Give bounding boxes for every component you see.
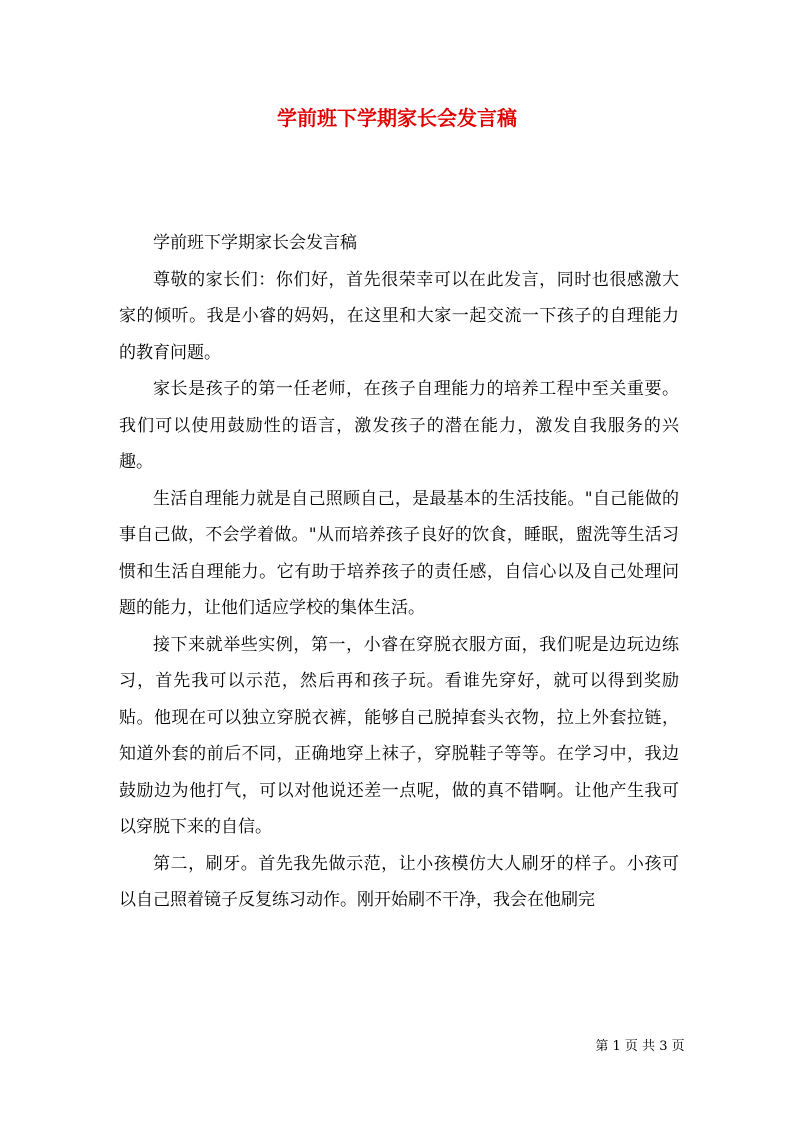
paragraph: 家长是孩子的第一任老师，在孩子自理能力的培养工程中至关重要。我们可以使用鼓励性的语言，激发孩子的潜在能力，激发自我服务的兴趣。 xyxy=(119,379,679,472)
paragraph-heading: 学前班下学期家长会发言稿 xyxy=(153,233,357,253)
paragraph: 第二，刷牙。首先我先做示范，让小孩模仿大人刷牙的样子。小孩可以自己照着镜子反复练习动作。刚开始刷不干净，我会在他刷完 xyxy=(119,853,679,910)
paragraph: 尊敬的家长们：你们好，首先很荣幸可以在此发言，同时也很感激大家的倾听。我是小睿的妈妈，在这里和大家一起交流一下孩子的自理能力的教育问题。 xyxy=(119,269,679,363)
document-body xyxy=(119,225,679,919)
paragraph: 生活自理能力就是自己照顾自己，是最基本的生活技能。"自己能做的事自己做，不会学着做。"从而培养孩子良好的饮食，睡眠，盥洗等生活习惯和生活自理能力。它有助于培养孩子的责任感，自信心以及自己处理问题的能力，让他们适应学校的集体生活。 xyxy=(119,488,679,618)
paragraph: 接下来就举些实例，第一，小睿在穿脱衣服方面，我们呢是边玩边练习，首先我可以示范，然后再和孩子玩。看谁先穿好，就可以得到奖励贴。他现在可以独立穿脱衣裤，能够自己脱掉套头衣物，拉上外套拉链，知道外套的前后不同，正确地穿上袜子，穿脱鞋子等等。在学习中，我边鼓励边为他打气，可以对他说还差一点呢，做的真不错啊。让他产生我可以穿脱下来的自信。 xyxy=(119,634,679,837)
document-title: 学前班下学期家长会发言稿 xyxy=(277,106,517,130)
page-number-footer: 第 1 页 共 3 页 xyxy=(595,1039,685,1054)
